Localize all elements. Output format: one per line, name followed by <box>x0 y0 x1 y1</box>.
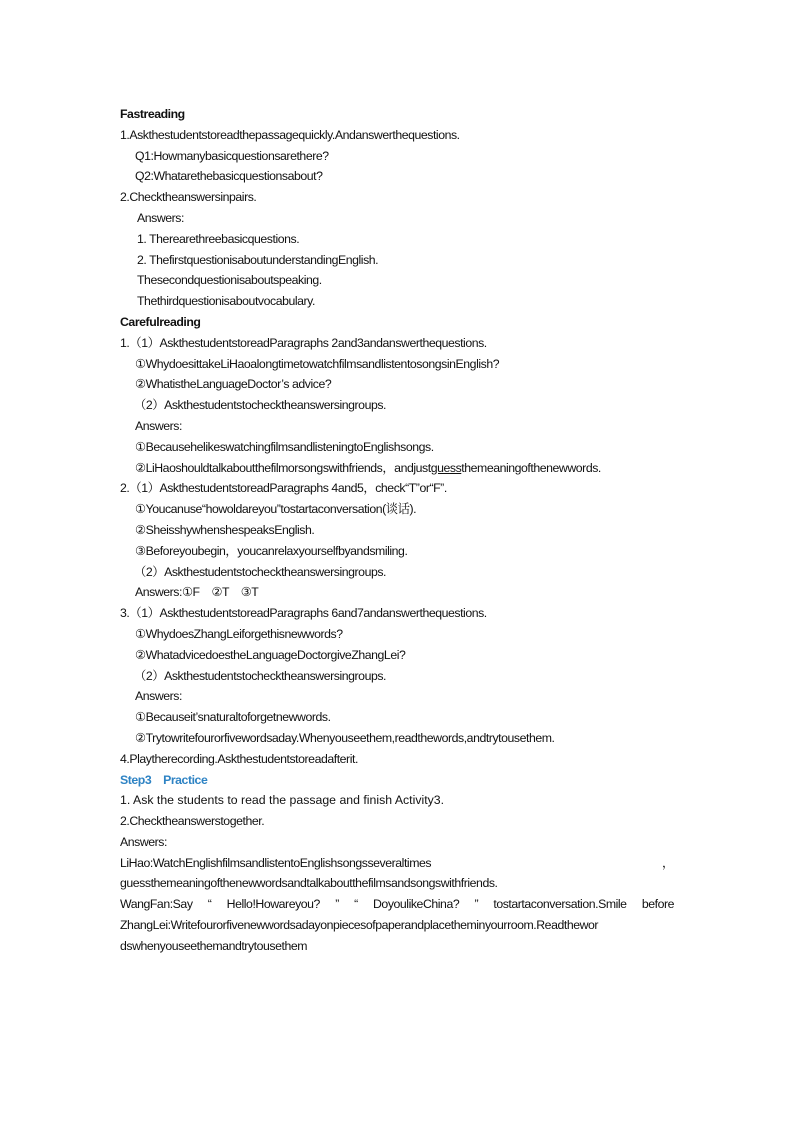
answer-text: themeaningofthenewwords. <box>461 460 601 475</box>
answers-label: Answers: <box>135 418 182 433</box>
question-line: ②WhatistheLanguageDoctor’s advice? <box>135 377 332 392</box>
section-heading-careful-reading: Carefulreading <box>120 314 201 329</box>
task-line: （2）Askthestudentstochecktheanswersingroups. <box>134 668 387 683</box>
section-heading-fast-reading: Fastreading <box>120 107 185 121</box>
answer-line: dswhenyouseethemandtrytousethem <box>120 938 308 953</box>
task-line: 2.Checktheanswerstogether. <box>120 814 265 829</box>
statement-line: ①Youcanuse“howoldareyou”tostartaconversation(谈话). <box>135 502 417 517</box>
answer-line-zhanglei: ZhangLei:Writefourorfivenewwordsadayonpiecesofpaperandplacetheminyourroom.Readthewor <box>120 918 599 933</box>
answer-line: ①Becauseit’snaturaltoforgetnewwords. <box>135 710 331 725</box>
task-line: 2.（1）AskthestudentstoreadParagraphs 4and5，check“T”or“F”. <box>120 481 447 496</box>
answers-label: Answers: <box>137 210 184 225</box>
answer-line-wangfan: WangFan:Say “ Hello!Howareyou? ” “ DoyoulikeChina? ” tostartaconversation.Smile before <box>120 897 674 912</box>
question-line: Q2:Whatarethebasicquestionsabout? <box>135 169 323 184</box>
answer-line: 1. Therearethreebasicquestions. <box>137 231 300 246</box>
answer-line <box>120 458 680 479</box>
answers-label: Answers: <box>135 689 182 704</box>
section-heading-practice: Step3 Practice <box>120 772 208 787</box>
answer-text: LiHao:WatchEnglishfilmsandlistentoEnglishsongsseveraltimes <box>120 855 432 870</box>
task-line: 3.（1）AskthestudentstoreadParagraphs 6and7andanswerthequestions. <box>120 606 487 621</box>
task-line: （2）Askthestudentstochecktheanswersingroups. <box>134 564 387 579</box>
task-line: 2.Checktheanswersinpairs. <box>120 190 257 205</box>
answer-line-lihao <box>120 853 680 874</box>
answers-label: Answers: <box>120 834 167 849</box>
task-line: 1. Ask the students to read the passage and finish Activity3. <box>120 793 445 808</box>
question-line: ②WhatadvicedoestheLanguageDoctorgiveZhangLei? <box>135 647 406 662</box>
question-line: Q1:Howmanybasicquestionsarethere? <box>135 148 329 163</box>
answer-line: 2. ThefirstquestionisaboutunderstandingEnglish. <box>137 252 379 267</box>
answer-line: ②Trytowritefourorfivewordsaday.Whenyouseethem,readthewords,andtrytousethem. <box>135 730 555 745</box>
answer-line: Thesecondquestionisaboutspeaking. <box>137 273 322 288</box>
task-line: 1.Askthestudentstoreadthepassagequickly.Andanswerthequestions. <box>120 127 460 142</box>
answer-text: ②LiHaoshouldtalkaboutthefilmorsongswithfriends，andjust <box>135 460 431 475</box>
underlined-word: guess <box>430 460 462 475</box>
question-line: ①WhydoesittakeLiHaoalongtimetowatchfilmsandlistentosongsinEnglish? <box>135 356 500 371</box>
answer-line: Answers:①F ②T ③T <box>135 585 259 600</box>
comma: ， <box>662 855 674 870</box>
document-body <box>120 104 680 957</box>
answer-line: guessthemeaningofthenewwordsandtalkaboutthefilmsandsongswithfriends. <box>120 876 498 891</box>
answer-line: ①BecausehelikeswatchingfilmsandlisteningtoEnglishsongs. <box>135 439 434 454</box>
task-line: 1.（1）AskthestudentstoreadParagraphs 2and3andanswerthequestions. <box>120 335 487 350</box>
task-line: 4.Playtherecording.Askthestudentstoreadafterit. <box>120 751 358 766</box>
statement-line: ②SheisshywhenshespeaksEnglish. <box>135 522 315 537</box>
task-line: （2）Askthestudentstochecktheanswersingroups. <box>134 398 387 413</box>
statement-line: ③Beforeyoubegin，youcanrelaxyourselfbyandsmiling. <box>135 543 408 558</box>
question-line: ①WhydoesZhangLeiforgethisnewwords? <box>135 626 343 641</box>
answer-line: Thethirdquestionisaboutvocabulary. <box>137 294 315 309</box>
